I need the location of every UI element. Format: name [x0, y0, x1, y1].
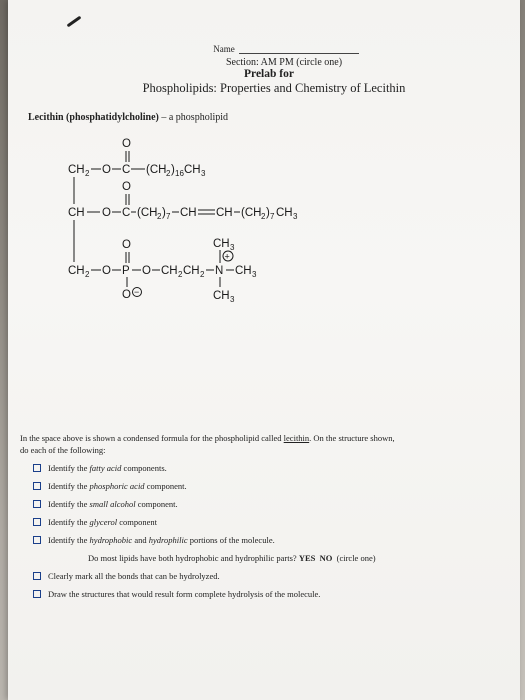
- r2-a-sub2: 2: [157, 212, 162, 221]
- checkbox[interactable]: [33, 464, 41, 472]
- r3-ch3-right-sub: 3: [252, 270, 257, 279]
- r1-ch3: CH: [184, 164, 201, 176]
- task-emphasis: glycerol: [89, 517, 118, 527]
- r2-b-sub2: 2: [261, 212, 266, 221]
- r3-chain-sub1: 2: [178, 270, 183, 279]
- task-text: Clearly mark all the bonds that can be hydrolyzed.: [48, 571, 220, 581]
- r3-ch3-top-sub: 3: [230, 243, 235, 252]
- task-emphasis: hydrophilic: [148, 535, 188, 545]
- task-text: Identify the: [48, 535, 90, 545]
- r3-chain-2: CH: [183, 265, 200, 277]
- r1-n16: 16: [175, 169, 184, 178]
- r1-carbonyl-o: O: [122, 138, 131, 150]
- task-glycerol: [33, 516, 376, 534]
- r2-b-sub7: 7: [270, 212, 275, 221]
- intro-lecithin-underlined: lecithin: [283, 433, 310, 443]
- r2-ch-2: CH: [216, 207, 233, 219]
- task-small-alcohol: [33, 498, 376, 516]
- task-text: portions of the molecule.: [187, 535, 275, 545]
- r2-carbonyl-o: O: [122, 181, 131, 193]
- r3-o2: O: [142, 265, 151, 277]
- task-text: Identify the: [48, 481, 90, 491]
- r1-o: O: [102, 164, 111, 176]
- r2-b-open: (CH: [241, 207, 262, 219]
- task-emphasis: fatty acid: [89, 463, 122, 473]
- molecule-desc: – a phospholipid: [158, 112, 229, 123]
- r2-a-open: (CH: [137, 207, 158, 219]
- intro-text-post: . On the structure shown, do each of the following:: [20, 433, 395, 455]
- r3-ch3-right: CH: [235, 265, 252, 277]
- r2-c: C: [122, 207, 131, 219]
- question-text: Do most lipids have both hydrophobic and hydrophilic parts?: [88, 553, 299, 563]
- r3-ch3-bottom-sub: 3: [230, 295, 235, 304]
- r2-a-sub7: 7: [166, 212, 171, 221]
- checkbox[interactable]: [33, 536, 41, 544]
- checkbox[interactable]: [33, 572, 41, 580]
- question-hint: (circle one): [336, 553, 376, 563]
- r2-a-close: ): [162, 207, 166, 219]
- task-hydrophobic-hydrophilic: [33, 534, 376, 552]
- yes-no-question: [33, 552, 376, 570]
- task-text: Draw the structures that would result form complete hydrolysis of the molecule.: [48, 589, 321, 599]
- r1-tail-sub2: 2: [166, 169, 171, 178]
- r3-ch3-top: CH: [213, 238, 230, 250]
- task-text: component: [117, 517, 157, 527]
- prelab-heading: Prelab for: [244, 68, 294, 80]
- checkbox[interactable]: [33, 482, 41, 490]
- task-text: and: [132, 535, 149, 545]
- task-text: Identify the: [48, 517, 90, 527]
- intro-text-pre: In the space above is shown a condensed formula for the phospholipid called: [20, 433, 284, 443]
- checkbox[interactable]: [33, 500, 41, 508]
- name-label: Name: [213, 44, 235, 54]
- answer-yes[interactable]: YES: [298, 553, 316, 563]
- worksheet-page: [8, 0, 520, 700]
- r3-n: N: [215, 265, 224, 277]
- task-text: Identify the: [48, 499, 90, 509]
- task-mark-bonds: [33, 570, 376, 588]
- r1-c: C: [122, 164, 131, 176]
- checkbox[interactable]: [33, 518, 41, 526]
- r1-sub2: 2: [85, 169, 90, 178]
- r1-tail-close: ): [171, 164, 175, 176]
- task-fatty-acid: [33, 462, 376, 480]
- task-draw-hydrolysis: [33, 588, 376, 606]
- task-emphasis: small alcohol: [89, 499, 136, 509]
- r2-end-ch3: CH: [276, 207, 293, 219]
- r2-end-sub3: 3: [293, 212, 298, 221]
- r3-o: O: [102, 265, 111, 277]
- r3-ch: CH: [68, 265, 85, 277]
- instructions-intro: [20, 432, 405, 456]
- task-phosphoric-acid: [33, 480, 376, 498]
- task-emphasis: phosphoric acid: [89, 481, 145, 491]
- r3-p: P: [122, 265, 130, 277]
- molecule-name: Lecithin (phosphatidylcholine): [28, 112, 159, 123]
- task-text: component.: [144, 481, 187, 491]
- task-text: component.: [135, 499, 178, 509]
- minus-sign: −: [134, 287, 140, 297]
- r1-ch3-sub: 3: [201, 169, 206, 178]
- r3-phosphoryl-o: O: [122, 239, 131, 251]
- r3-ch3-bottom: CH: [213, 290, 230, 302]
- r2-ch: CH: [68, 207, 85, 219]
- r3-sub2: 2: [85, 270, 90, 279]
- r2-o: O: [102, 207, 111, 219]
- task-list: [33, 462, 376, 606]
- r1-ch: CH: [68, 164, 85, 176]
- checkbox[interactable]: [33, 590, 41, 598]
- r3-chain-1: CH: [161, 265, 178, 277]
- task-text: Identify the: [48, 463, 90, 473]
- r3-o-minus: O: [122, 289, 131, 301]
- r3-chain-sub2: 2: [200, 270, 205, 279]
- answer-no[interactable]: NO: [319, 553, 333, 563]
- r1-tail-open: (CH: [146, 164, 167, 176]
- r2-b-close: ): [266, 207, 270, 219]
- task-text: components.: [121, 463, 167, 473]
- section-line: Section: AM PM (circle one): [225, 57, 343, 68]
- plus-sign: +: [224, 251, 230, 262]
- r2-ch-1: CH: [180, 207, 197, 219]
- page-title: Phospholipids: Properties and Chemistry of Lecithin: [142, 81, 406, 95]
- task-emphasis: hydrophobic: [89, 535, 133, 545]
